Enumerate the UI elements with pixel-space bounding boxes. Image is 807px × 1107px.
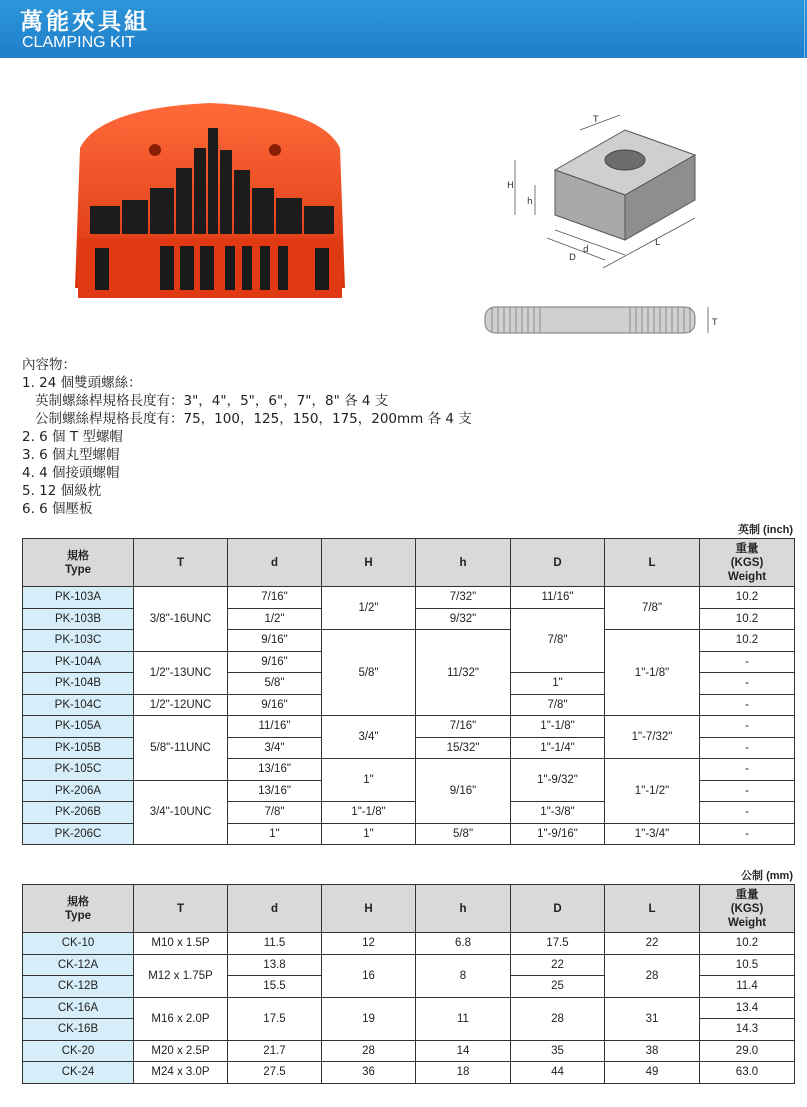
table-cell-weight: 63.0	[700, 1062, 795, 1084]
table-cell-weight: 13.4	[700, 997, 795, 1019]
table-cell-type: PK-104A	[23, 651, 134, 673]
contents-line: 4. 4 個接頭螺帽	[22, 465, 120, 481]
table-cell-T: M16 x 2.0P	[134, 997, 228, 1040]
table-cell-weight: -	[700, 823, 795, 845]
table-cell-weight: -	[700, 737, 795, 759]
table-cell-H: 3/4"	[322, 716, 416, 759]
table-cell-D: 1"-1/4"	[511, 737, 605, 759]
table-cell-d: 21.7	[228, 1040, 322, 1062]
dim-label-d: d	[583, 245, 589, 255]
table-cell-weight: -	[700, 651, 795, 673]
col-header-L: L	[605, 539, 700, 587]
table-cell-D: 1"-9/16"	[511, 823, 605, 845]
col-header-type: 規格 Type	[23, 885, 134, 933]
table-cell-h: 11	[416, 997, 511, 1040]
table-cell-d: 13/16"	[228, 759, 322, 781]
table-cell-weight: 11.4	[700, 976, 795, 998]
table-cell-D: 1"-9/32"	[511, 759, 605, 802]
table-cell-d: 11/16"	[228, 716, 322, 738]
col-header-h: h	[416, 885, 511, 933]
table-cell-L: 22	[605, 933, 700, 955]
col-header-h: h	[416, 539, 511, 587]
page-title-en: CLAMPING KIT	[22, 34, 135, 51]
table-cell-H: 19	[322, 997, 416, 1040]
table-cell-L: 7/8"	[605, 587, 700, 630]
table-cell-L: 31	[605, 997, 700, 1040]
imperial-unit-label: 英制 (inch)	[738, 524, 793, 536]
table-cell-D: 11/16"	[511, 587, 605, 609]
contents-line: 英制螺絲桿規格長度有：3"，4"，5"，6"，7"，8" 各 4 支	[35, 393, 389, 409]
table-cell-type: PK-103A	[23, 587, 134, 609]
table-cell-T: 5/8"-11UNC	[134, 716, 228, 781]
table-cell-h: 5/8"	[416, 823, 511, 845]
table-cell-D: 7/8"	[511, 608, 605, 673]
table-cell-T: M20 x 2.5P	[134, 1040, 228, 1062]
col-header-d: d	[228, 539, 322, 587]
table-cell-d: 15.5	[228, 976, 322, 998]
table-cell-weight: 10.2	[700, 587, 795, 609]
table-cell-T: M24 x 3.0P	[134, 1062, 228, 1084]
table-cell-d: 9/16"	[228, 651, 322, 673]
table-cell-weight: -	[700, 759, 795, 781]
table-cell-D: 17.5	[511, 933, 605, 955]
table-cell-T: 1/2"-13UNC	[134, 651, 228, 694]
table-cell-d: 27.5	[228, 1062, 322, 1084]
table-cell-d: 9/16"	[228, 694, 322, 716]
table-cell-d: 17.5	[228, 997, 322, 1040]
table-cell-H: 1"-1/8"	[322, 802, 416, 824]
table-cell-d: 13.8	[228, 954, 322, 976]
contents-line: 2. 6 個 T 型螺帽	[22, 429, 123, 445]
table-cell-d: 7/8"	[228, 802, 322, 824]
table-cell-type: PK-104C	[23, 694, 134, 716]
table-cell-T: 3/8"-16UNC	[134, 587, 228, 652]
col-header-T: T	[134, 539, 228, 587]
table-cell-weight: -	[700, 780, 795, 802]
dim-label-H: H	[507, 181, 514, 191]
table-cell-T: M10 x 1.5P	[134, 933, 228, 955]
table-cell-weight: 10.2	[700, 608, 795, 630]
table-cell-H: 1/2"	[322, 587, 416, 630]
col-header-D: D	[511, 885, 605, 933]
contents-line: 5. 12 個級枕	[22, 483, 102, 499]
table-cell-d: 13/16"	[228, 780, 322, 802]
col-header-H: H	[322, 885, 416, 933]
table-cell-type: PK-103C	[23, 630, 134, 652]
table-cell-d: 3/4"	[228, 737, 322, 759]
table-cell-d: 1"	[228, 823, 322, 845]
page-title-zh: 萬能夾具組	[20, 9, 150, 35]
table-cell-L: 1"-1/2"	[605, 759, 700, 824]
table-cell-H: 1"	[322, 759, 416, 802]
imperial-spec-table	[22, 538, 795, 845]
table-cell-h: 14	[416, 1040, 511, 1062]
table-cell-type: PK-105A	[23, 716, 134, 738]
dim-label-L: L	[655, 238, 661, 248]
col-header-D: D	[511, 539, 605, 587]
table-cell-h: 9/32"	[416, 608, 511, 630]
table-cell-type: CK-10	[23, 933, 134, 955]
table-cell-type: PK-105C	[23, 759, 134, 781]
table-cell-H: 16	[322, 954, 416, 997]
table-cell-D: 7/8"	[511, 694, 605, 716]
dim-label-T: T	[593, 115, 599, 125]
table-cell-weight: -	[700, 802, 795, 824]
table-cell-H: 5/8"	[322, 630, 416, 716]
col-header-H: H	[322, 539, 416, 587]
table-cell-H: 36	[322, 1062, 416, 1084]
table-cell-type: CK-16A	[23, 997, 134, 1019]
contents-line: 1. 24 個雙頭螺絲：	[22, 375, 142, 391]
table-cell-D: 28	[511, 997, 605, 1040]
table-cell-type: PK-206C	[23, 823, 134, 845]
contents-line: 3. 6 個丸型螺帽	[22, 447, 120, 463]
table-cell-L: 1"-1/8"	[605, 630, 700, 716]
metric-unit-label: 公制 (mm)	[741, 870, 793, 882]
table-cell-h: 7/32"	[416, 587, 511, 609]
table-cell-d: 11.5	[228, 933, 322, 955]
table-cell-type: PK-105B	[23, 737, 134, 759]
contents-list	[22, 356, 472, 518]
table-cell-type: PK-103B	[23, 608, 134, 630]
table-cell-weight: 29.0	[700, 1040, 795, 1062]
table-cell-type: CK-12A	[23, 954, 134, 976]
col-header-weight: 重量 (KGS) Weight	[700, 885, 795, 933]
header-divider	[804, 0, 805, 58]
table-cell-D: 1"-1/8"	[511, 716, 605, 738]
table-cell-weight: -	[700, 716, 795, 738]
table-cell-H: 12	[322, 933, 416, 955]
stud-bolt-diagram	[480, 295, 730, 345]
table-cell-h: 18	[416, 1062, 511, 1084]
dim-label-T-stud: T	[712, 318, 718, 328]
table-cell-T: 3/4"-10UNC	[134, 780, 228, 845]
table-cell-H: 1"	[322, 823, 416, 845]
col-header-L: L	[605, 885, 700, 933]
table-cell-weight: 10.5	[700, 954, 795, 976]
table-cell-L: 1"-7/32"	[605, 716, 700, 759]
table-cell-type: PK-104B	[23, 673, 134, 695]
table-cell-h: 8	[416, 954, 511, 997]
table-cell-weight: 10.2	[700, 933, 795, 955]
table-cell-type: PK-206B	[23, 802, 134, 824]
contents-line: 6. 6 個壓板	[22, 501, 93, 517]
col-header-weight: 重量 (KGS) Weight	[700, 539, 795, 587]
table-cell-D: 1"	[511, 673, 605, 695]
dim-label-h: h	[527, 197, 533, 207]
table-cell-h: 11/32"	[416, 630, 511, 716]
table-cell-T: 1/2"-12UNC	[134, 694, 228, 716]
table-cell-weight: 14.3	[700, 1019, 795, 1041]
table-cell-D: 44	[511, 1062, 605, 1084]
table-cell-h: 9/16"	[416, 759, 511, 824]
clamping-kit-photo	[60, 88, 360, 328]
t-nut-diagram	[485, 100, 745, 280]
table-cell-H: 28	[322, 1040, 416, 1062]
col-header-d: d	[228, 885, 322, 933]
table-cell-weight: -	[700, 694, 795, 716]
table-cell-type: CK-16B	[23, 1019, 134, 1041]
table-cell-T: M12 x 1.75P	[134, 954, 228, 997]
table-cell-D: 35	[511, 1040, 605, 1062]
table-cell-type: PK-206A	[23, 780, 134, 802]
table-cell-h: 15/32"	[416, 737, 511, 759]
col-header-T: T	[134, 885, 228, 933]
table-cell-d: 1/2"	[228, 608, 322, 630]
table-cell-type: CK-24	[23, 1062, 134, 1084]
table-cell-L: 1"-3/4"	[605, 823, 700, 845]
dim-label-D: D	[569, 253, 576, 263]
metric-spec-table	[22, 884, 795, 1084]
page-header	[0, 0, 807, 58]
table-cell-h: 6.8	[416, 933, 511, 955]
table-cell-D: 1"-3/8"	[511, 802, 605, 824]
table-cell-d: 5/8"	[228, 673, 322, 695]
table-cell-weight: -	[700, 673, 795, 695]
table-cell-h: 7/16"	[416, 716, 511, 738]
table-cell-d: 7/16"	[228, 587, 322, 609]
table-cell-type: CK-20	[23, 1040, 134, 1062]
table-cell-type: CK-12B	[23, 976, 134, 998]
table-cell-weight: 10.2	[700, 630, 795, 652]
contents-line: 公制螺絲桿規格長度有：75，100，125，150，175，200mm 各 4 支	[35, 411, 472, 427]
contents-heading: 內容物：	[22, 357, 76, 373]
table-cell-D: 22	[511, 954, 605, 976]
table-cell-L: 28	[605, 954, 700, 997]
table-cell-d: 9/16"	[228, 630, 322, 652]
table-cell-L: 38	[605, 1040, 700, 1062]
col-header-type: 規格 Type	[23, 539, 134, 587]
table-cell-D: 25	[511, 976, 605, 998]
table-cell-L: 49	[605, 1062, 700, 1084]
